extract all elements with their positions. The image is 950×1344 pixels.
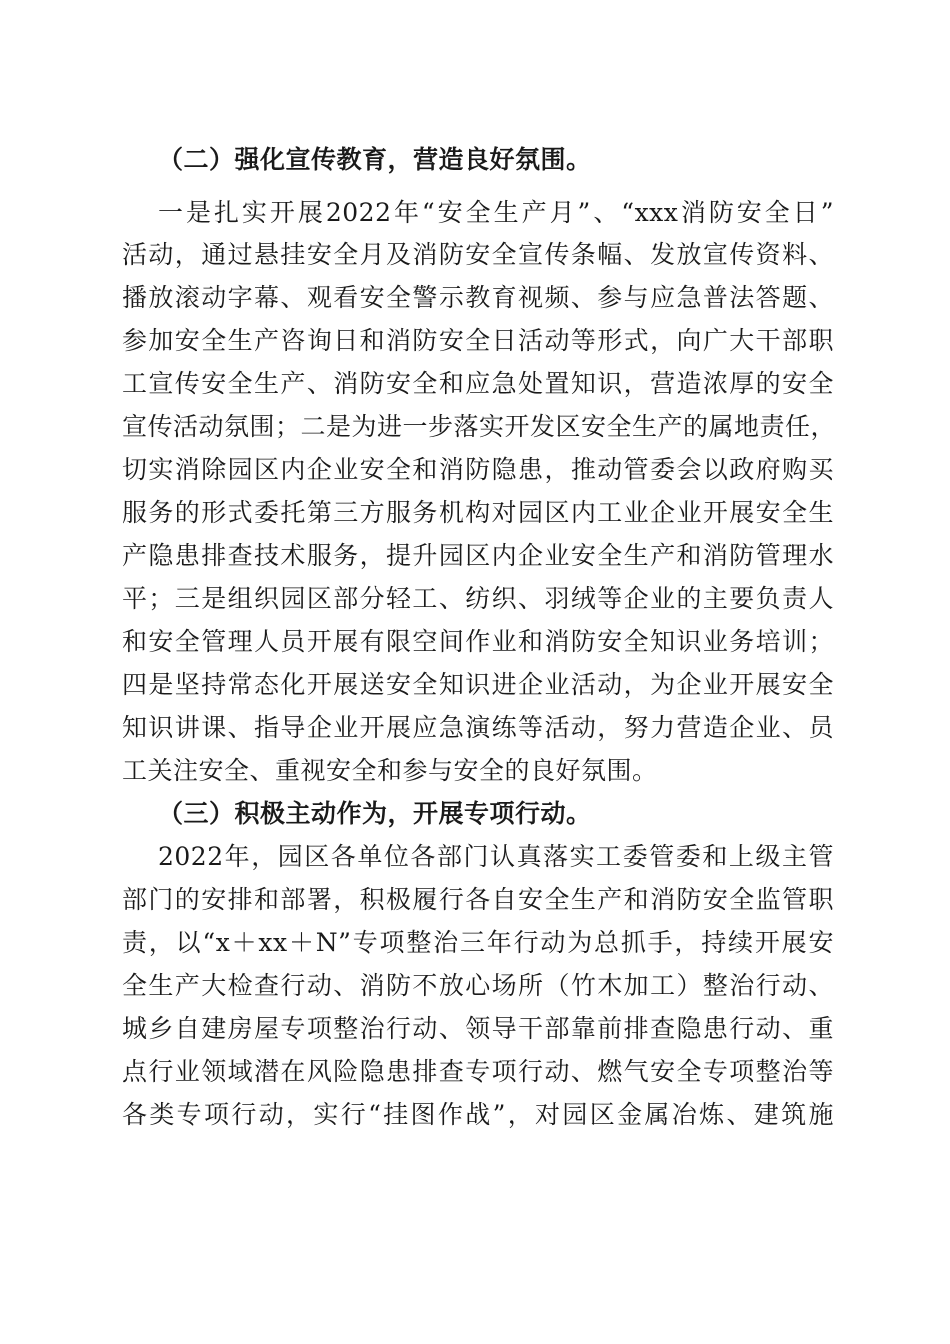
paragraph-line: 参加安全生产咨询日和消防安全日活动等形式，向广大干部职 xyxy=(122,326,834,355)
paragraph-line: 城乡自建房屋专项整治行动、领导干部靠前排查隐患行动、重 xyxy=(122,1014,834,1043)
section-heading-2: （二）强化宣传教育，营造良好氛围。 xyxy=(158,145,592,174)
paragraph-line: 四是坚持常态化开展送安全知识进企业活动，为企业开展安全 xyxy=(122,670,834,699)
paragraph-line: 服务的形式委托第三方服务机构对园区内工业企业开展安全生 xyxy=(122,498,834,527)
paragraph-line: 工关注安全、重视安全和参与安全的良好氛围。 xyxy=(122,756,658,785)
paragraph-line: 知识讲课、指导企业开展应急演练等活动，努力营造企业、员 xyxy=(122,713,834,742)
paragraph-line: 工宣传安全生产、消防安全和应急处置知识，营造浓厚的安全 xyxy=(122,369,834,398)
paragraph-line: 产隐患排查技术服务，提升园区内企业安全生产和消防管理水 xyxy=(122,541,834,570)
paragraph-line: 全生产大检查行动、消防不放心场所（竹木加工）整治行动、 xyxy=(122,971,834,1000)
paragraph-line: 一是扎实开展2022年“安全生产月”、“xxx消防安全日” xyxy=(158,198,834,227)
paragraph-line: 播放滚动字幕、观看安全警示教育视频、参与应急普法答题、 xyxy=(122,283,834,312)
paragraph-line: 点行业领域潜在风险隐患排查专项行动、燃气安全专项整治等 xyxy=(122,1057,834,1086)
paragraph-line: 各类专项行动，实行“挂图作战”，对园区金属冶炼、建筑施 xyxy=(122,1100,834,1129)
paragraph-line: 部门的安排和部署，积极履行各自安全生产和消防安全监管职 xyxy=(122,885,834,914)
paragraph-line: 责，以“x＋xx＋N”专项整治三年行动为总抓手，持续开展安 xyxy=(122,928,834,957)
paragraph-line: 宣传活动氛围；二是为进一步落实开发区安全生产的属地责任， xyxy=(122,412,837,441)
paragraph-line: 活动，通过悬挂安全月及消防安全宣传条幅、发放宣传资料、 xyxy=(122,240,834,269)
paragraph-line: 平；三是组织园区部分轻工、纺织、羽绒等企业的主要负责人 xyxy=(122,584,834,613)
section-heading-3: （三）积极主动作为，开展专项行动。 xyxy=(158,799,592,828)
paragraph-line: 2022年，园区各单位各部门认真落实工委管委和上级主管 xyxy=(158,842,834,871)
paragraph-line: 和安全管理人员开展有限空间作业和消防安全知识业务培训； xyxy=(122,627,834,656)
paragraph-line: 切实消除园区内企业安全和消防隐患，推动管委会以政府购买 xyxy=(122,455,834,484)
